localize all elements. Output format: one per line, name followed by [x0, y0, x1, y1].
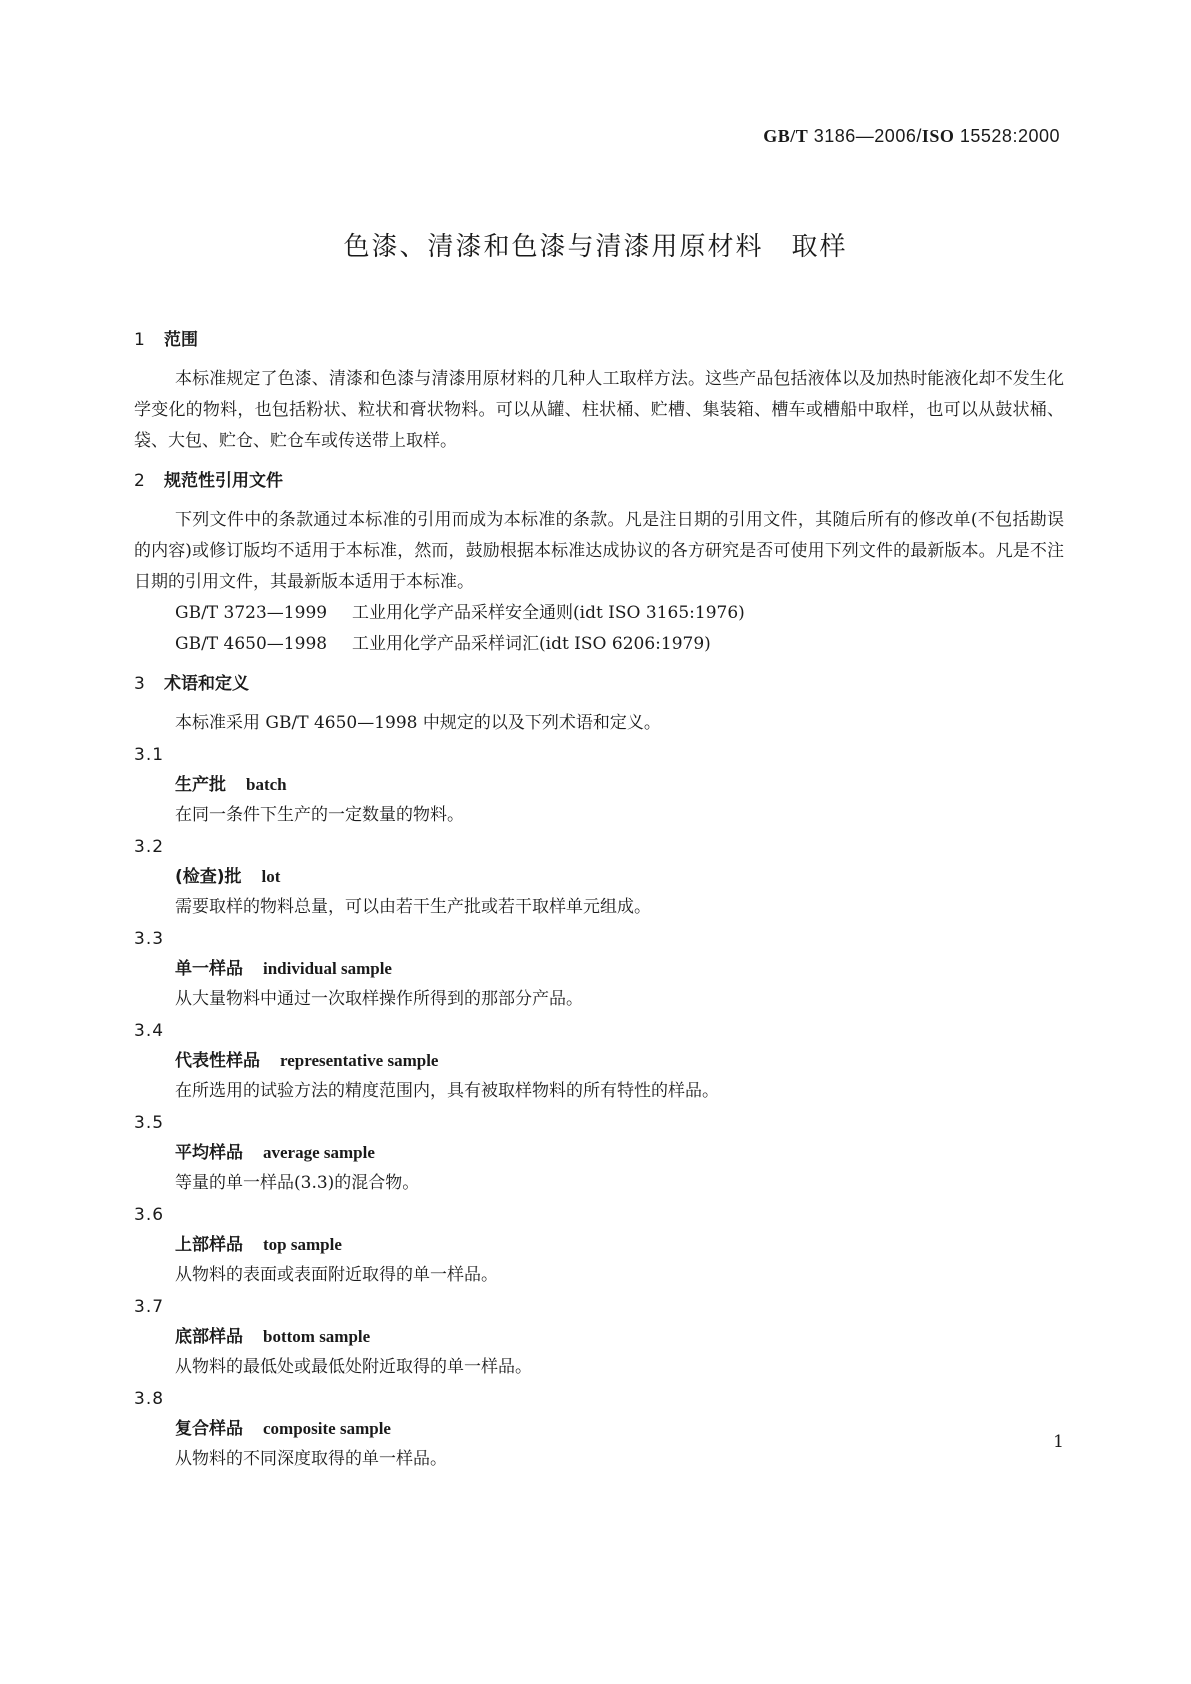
term-definition: 在所选用的试验方法的精度范围内，具有被取样物料的所有特性的样品。: [175, 1081, 719, 1101]
document-body: [134, 330, 1064, 1471]
term-definition: 从物料的不同深度取得的单一样品。: [175, 1449, 447, 1469]
term-zh: 单一样品: [175, 959, 243, 979]
term-zh: 复合样品: [175, 1419, 243, 1439]
section-title: 术语和定义: [164, 674, 249, 694]
term-zh: 平均样品: [175, 1143, 243, 1163]
code-mid: 3186—2006/: [813, 126, 922, 146]
term-en: individual sample: [263, 959, 392, 978]
code-suffix: 15528:2000: [959, 126, 1060, 146]
term-heading: [134, 1233, 1064, 1257]
code-iso: ISO: [921, 126, 955, 146]
code-prefix: GB/T: [763, 126, 809, 146]
term-zh: 上部样品: [175, 1235, 243, 1255]
term-en: batch: [246, 775, 287, 794]
term-definition: 从物料的表面或表面附近取得的单一样品。: [175, 1265, 498, 1285]
term-number: 3.1: [134, 745, 165, 765]
term-heading: [134, 1417, 1064, 1441]
reference-item: [134, 598, 1064, 629]
term-definition: 等量的单一样品(3.3)的混合物。: [175, 1173, 420, 1193]
term-en: representative sample: [280, 1051, 439, 1070]
section-2-heading: [134, 471, 1064, 491]
term-heading: [134, 865, 1064, 889]
term-heading: [134, 957, 1064, 981]
term-zh: (检查)批: [175, 867, 242, 887]
reference-code: GB/T 3723—1999: [175, 603, 328, 623]
term-number: 3.8: [134, 1389, 165, 1409]
term-zh: 生产批: [175, 775, 226, 795]
section-number: 1: [134, 330, 145, 350]
section-1-paragraph: 本标准规定了色漆、清漆和色漆与清漆用原材料的几种人工取样方法。这些产品包括液体以及加热时能液化却不发生化学变化的物料，也包括粉状、粒状和膏状物料。可以从罐、柱状桶、贮槽、集装箱、槽车或槽船中取样，也可以从鼓状桶、袋、大包、贮仓、贮仓车或传送带上取样。: [134, 369, 1064, 451]
term-definition: 从物料的最低处或最低处附近取得的单一样品。: [175, 1357, 532, 1377]
term-number: 3.5: [134, 1113, 165, 1133]
term-heading: [134, 1325, 1064, 1349]
term-number: 3.4: [134, 1021, 165, 1041]
document-title: 色漆、清漆和色漆与清漆用原材料 取样: [343, 232, 848, 262]
term-number: 3.2: [134, 837, 165, 857]
section-title: 规范性引用文件: [164, 471, 283, 491]
term-en: lot: [261, 867, 281, 886]
term-heading: [134, 1141, 1064, 1165]
term-zh: 代表性样品: [175, 1051, 260, 1071]
reference-title: 工业用化学产品采样安全通则(idt ISO 3165:1976): [352, 603, 745, 623]
section-number: 2: [134, 471, 145, 491]
term-en: composite sample: [263, 1419, 391, 1438]
term-definition: 在同一条件下生产的一定数量的物料。: [175, 805, 464, 825]
term-heading: [134, 773, 1064, 797]
section-3-heading: [134, 674, 1064, 694]
term-definition: 需要取样的物料总量，可以由若干生产批或若干取样单元组成。: [175, 897, 651, 917]
term-number: 3.3: [134, 929, 165, 949]
term-number: 3.7: [134, 1297, 165, 1317]
page-number: 1: [1053, 1432, 1064, 1452]
term-zh: 底部样品: [175, 1327, 243, 1347]
section-2-paragraph: 下列文件中的条款通过本标准的引用而成为本标准的条款。凡是注日期的引用文件，其随后所有的修改单(不包括勘误的内容)或修订版均不适用于本标准，然而，鼓励根据本标准达成协议的各方研究是否可使用下列文件的最新版本。凡是不注日期的引用文件，其最新版本适用于本标准。: [134, 510, 1064, 592]
term-heading: [134, 1049, 1064, 1073]
term-en: top sample: [263, 1235, 342, 1254]
section-title: 范围: [164, 330, 198, 350]
term-en: average sample: [263, 1143, 375, 1162]
term-number: 3.6: [134, 1205, 165, 1225]
section-1-heading: [134, 330, 1064, 350]
reference-item: [134, 629, 1064, 660]
term-definition: 从大量物料中通过一次取样操作所得到的那部分产品。: [175, 989, 583, 1009]
reference-title: 工业用化学产品采样词汇(idt ISO 6206:1979): [352, 634, 711, 654]
reference-code: GB/T 4650—1998: [175, 634, 328, 654]
term-en: bottom sample: [263, 1327, 371, 1346]
standard-code: [763, 126, 1060, 147]
section-number: 3: [134, 674, 145, 694]
section-3-paragraph: 本标准采用 GB/T 4650—1998 中规定的以及下列术语和定义。: [175, 713, 661, 733]
